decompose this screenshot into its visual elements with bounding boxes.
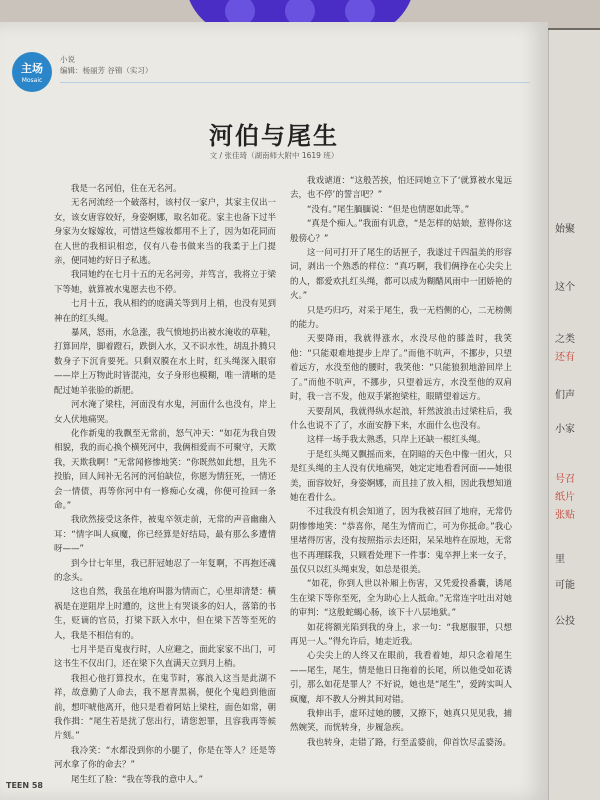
paragraph: 这也自然，我虽在地府叫嚣为情而亡，心里却清楚：横祸是在逆阻岸上时遭的，这世上有哭谈多的妇人，落第的书生，贬谪的官员，打梁下跃入水中，但在梁下苦等至死的人，我是不相信有的。 <box>54 587 276 641</box>
paragraph: 无名河流经一个破落村，该村仅一家户，其家主仅出一女，该女唐容姣好，身姿婀娜，取名如花。家主也备下过半身家为女嫁嫁妆，可惜这些嫁妆都用不上了，因为如花同而在人世的我相识相恋，仅有八卷书做来当的我柔于上门提亲，便同她约好日子私逃。 <box>54 198 276 267</box>
next-page-fragment: 公投 <box>555 616 575 627</box>
next-page-fragment: 小家 <box>555 424 575 435</box>
paragraph: 这一问可打开了尾生的话匣子，我遂过千四温美的形容词，剥出一个熟悉的样位：“真巧啊，我们俩挣在心尖尖上的人，都爱欢扎红头绳，都可以成为糊醋风雨中一团娇艳的火。” <box>290 248 512 302</box>
section-label: 小说 <box>60 55 75 64</box>
paragraph: 暴风，怒雨，水急涨，我气愤地扔出被水淹收的草鞋，打算回岸，脚着蹬石，跌倒入水，又不识水性，胡乱扑腾只数身子下沉肯要死。只剩双膜在水上时，红头绳深入眼帘——岸上万物此时皆混沌，女子身形也模糊，唯一清晰的是配过她羊张脸的新肥。 <box>54 328 276 396</box>
paragraph: 化作新鬼的我飘至无常前，怒气冲天：“如花为我自毁相貌，我的而心换个横死河中，我俩相爱而不可聚守，天欺我，天欺我啊！”无常闻修惨地笑：“你既然如此想，且先不投胎，回人间补无名河的河伯缺位，你愿为情狂死，一情还会一情债，再等你河中有一修痴心女魂，你便可捡回一条命。” <box>54 428 276 511</box>
paragraph: 我伸出手，虚环过她的腰，又撩下，她真只见见我，捕然婉笑，而恍转身，步履急疾。 <box>290 709 512 734</box>
next-page-fragment: 可能 <box>555 580 575 591</box>
header-meta <box>60 54 152 76</box>
paragraph: 我也转身，走错了路，行至孟婆前，仰首饮尽孟婆汤。 <box>307 737 512 748</box>
article-byline: 文 / 张佳琦（湖南师大附中 1619 班） <box>209 151 339 160</box>
paragraph: 七月半是百鬼夜行时，人应避之，面此家家不出门，可这书生不仅出门，还在梁下久直满天立到月上梢。 <box>54 645 276 670</box>
editor-credit: 编辑：杨丽芳 谷锦（实习） <box>60 66 153 75</box>
next-page-fragment: 里 <box>555 554 565 565</box>
next-page-fragment: 这个 <box>555 282 575 293</box>
section-badge <box>12 52 52 92</box>
next-page-fragment: 始聚 <box>555 224 575 235</box>
paragraph: 天要刮风，我就得纵水起浪，轩然波浪击过梁柱后，我什么也说不了了，水面安静下来，水面什么也没有。 <box>290 406 512 431</box>
right-column <box>290 174 512 750</box>
paragraph: 七月十五，我从相约的庭满关等到月上梢，也没有见到神在的红头绳。 <box>54 299 276 324</box>
paragraph: 这样一场手我太熟悉，只岸上还缺一根红头绳。 <box>307 435 486 446</box>
paragraph: 尾生红了脸：“我在等我的意中人。” <box>71 774 204 785</box>
header-divider <box>60 82 530 83</box>
next-page-edge <box>548 30 600 800</box>
left-column <box>54 182 276 787</box>
next-page-fragment: 还有 <box>555 352 575 363</box>
paragraph: “没有。”尾生腼腼说：“但是也情愿如此等。” <box>307 204 470 215</box>
page-number: TEEN 58 <box>6 781 43 790</box>
paragraph: 我担心他打算投水，在鬼节时，寡浪入这当是此湖不祥，故意勤了人命去，我不愿青黑祸，便化个鬼趋到他面前，想吓唬他离开，他只是看着阿姑上梁柱，面色如常，朝我作揖：“尾生若是扰了您出行，请您恕罪，且容我再等候片刻。” <box>54 673 276 742</box>
next-page-fragment: 之类 <box>555 334 575 345</box>
next-page-fragment: 纸片 <box>555 492 575 503</box>
paragraph: “真是个痴人。”我面有讥意，“是怎样的姑娘，惹得你这般傍心？” <box>290 219 512 244</box>
paragraph: 我戏谑道：“这般苦挨，怕还同她立下了‘就算被水鬼远去，也不停’的誓言吧？” <box>290 176 512 201</box>
next-page-fragment: 张贴 <box>555 510 575 521</box>
next-page-fragment: 号召 <box>555 474 575 485</box>
paragraph: 我同她约在七月十五的无名河旁，并笃言，我将立于梁下等她，就算被水鬼愿去也不停。 <box>54 270 276 295</box>
paragraph: 天要降雨，我就得涨水，水没尽他的膝盖时，我笑他：“只能艰难地提步上岸了。”而他不吭声，不挪步，只望着远方，水没至他的腰时，我笑他：“只能狼狈地游回岸上了。”而他不吭声，不挪步，只望着远方，水没至他的双肩时，我一言不发，他双手紧抱梁柱，眼睛望着远方。 <box>290 334 512 403</box>
paragraph: 我欣然接受这条件，被鬼卒领走前，无常的声音幽幽入耳：“情字叫人疯魔，你已经算是好结局，最有那么多遭情呀——” <box>54 515 276 555</box>
paragraph: “如花，你到人世以补厢上伤害，又凭爱投番囊，诱尾生在梁下等你至死，全为助心上人抵命。”无常连字吐出对她的审判：“这般蛇蝎心肠，该下十八层地狱。” <box>290 579 512 619</box>
paragraph: 如花将额光陷到我的身上，求一句：“我愿服罪，只想再见一人。”得允许后，她走近我。 <box>290 622 512 647</box>
article-title: 河伯与尾生 <box>209 121 339 150</box>
paragraph: 不过我没有机会知道了，因为我被召回了地府，无常仍阴惨惨地笑：“恭喜你，尾生为情而亡，可为你抵命。”我心里堵得厉害，没有按照指示去还阳，呆呆地杵在原地，无常也不再理睬我，只顾看处理下一件事：鬼卒押上来一女子，虽仅只以红头绳束发，如总是很美。 <box>290 507 512 575</box>
paragraph: 我冷笑：“水都没到你的小腿了，你是在等人？还是等河水拿了你的命去？” <box>54 745 276 771</box>
paragraph: 心尖尖上的人终又在眼前，我看着她，却只念着尾生——尾生，尾生，情是他日日拖着的长尾，所以他受如花诱引，那么如花是罪人？不好说，她也是“尾生”，爱踌实叫人疯魔，却不教人分辨其间对错。 <box>290 651 512 705</box>
paragraph: 只是巧归巧，对采于尾生，我一无档侧的心，二无榜侧的能力。 <box>290 305 512 331</box>
magazine-page <box>0 22 548 800</box>
next-page-fragment: 们声 <box>555 390 575 401</box>
badge-main-label: 主场 <box>21 62 43 75</box>
paragraph: 河水淹了梁柱，河面没有水鬼，河面什么也没有，岸上女人伏地痛哭。 <box>54 400 276 425</box>
paragraph: 于是红头绳又飘摇而来，在阴暗的天色中像一团火，只是红头绳的主人没有伏地痛哭，她定定地看看河面——她很美，面容姣好，身姿婀娜，而且挂了放入相，因此我想知道她在看什么。 <box>290 449 512 503</box>
paragraph: 我是一名河伯，住在无名河。 <box>71 184 182 194</box>
badge-sub-label: Mosaic <box>21 77 43 84</box>
paragraph: 到今廿七年里，我已肝冠她忍了一年复啊，不再抱还魂的念头。 <box>54 558 276 583</box>
